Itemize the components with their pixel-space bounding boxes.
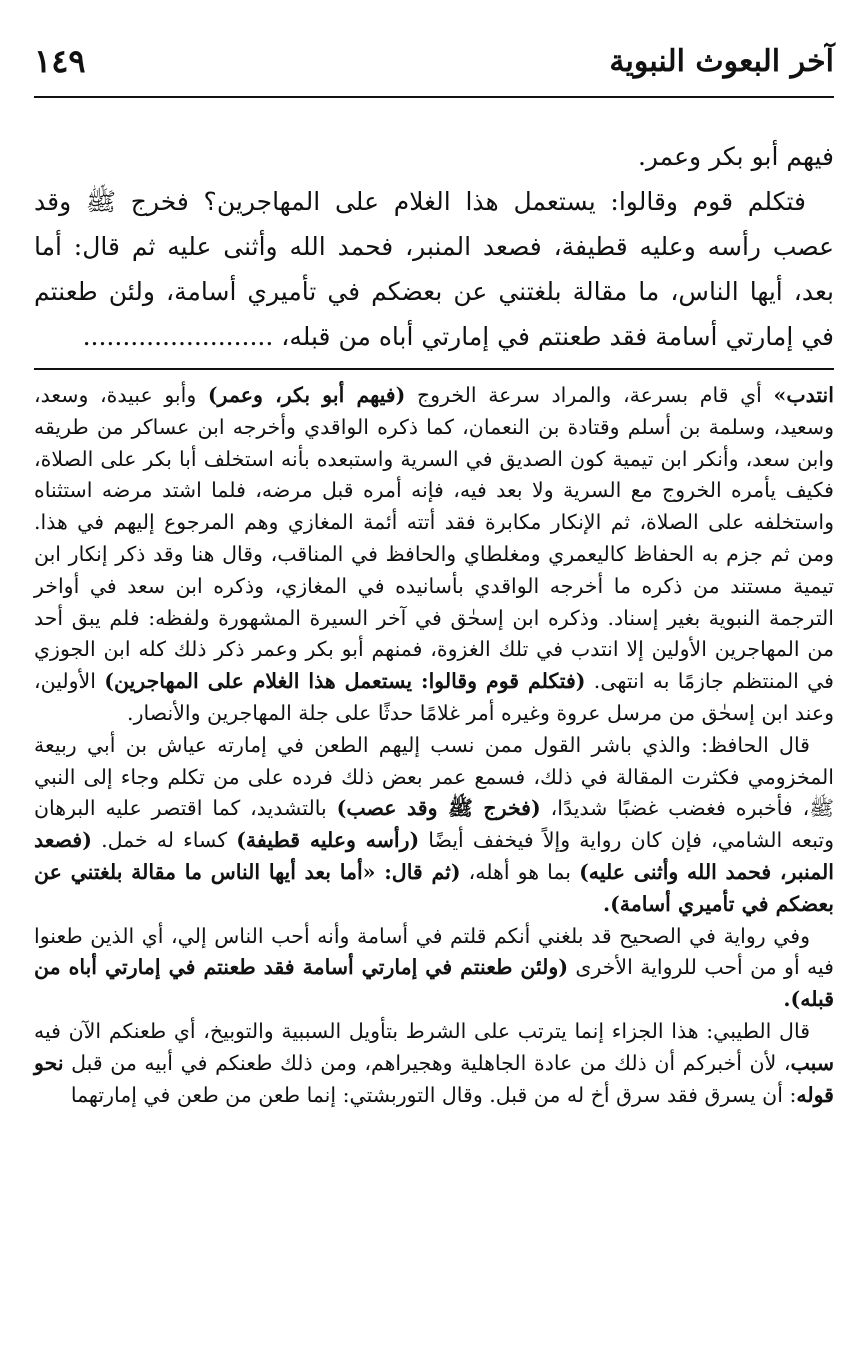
main-paragraph: فتكلم قوم وقالوا: يستعمل هذا الغلام على المهاجرين؟ فخرج ﷺ وقد عصب رأسه وعليه قطيفة، فصعد المنبر، فحمد الله وأثنى عليه ثم قال: أما بعد، أيها الناس، ما مقالة بلغتني عن بعضكم في تأميري أسامة، ولئن طعنتم في إمارتي أسامة فقد طعنتم في إمارتي أباه من قبله، ........................ [34, 187, 834, 351]
emphasized-text: (ثم قال: «أما بعد أيها الناس ما مقالة بلغتني عن بعضكم في تأميري أسامة). [34, 859, 834, 916]
text-run: : أن يسرق فقد سرق أخ له من قبل. وقال التوربشتي: إنما طعن من طعن في إمارتهما [70, 1082, 797, 1107]
emphasized-text: انتدب» [773, 383, 834, 407]
emphasized-text: (رأسه وعليه قطيفة) [236, 828, 420, 853]
main-paragraph: فيهم أبو بكر وعمر. [637, 142, 834, 171]
emphasized-text: (فصعد المنبر، فحمد الله وأثنى عليه) [34, 828, 834, 884]
emphasized-text: (فتكلم قوم وقالوا: يستعمل هذا الغلام على المهاجرين) [104, 669, 586, 694]
text-run: وفي رواية في الصحيح قد بلغني أنكم قلتم في أسامة وأنه أحب الناس إلي، أي الذين طعنوا فيه أو من أحب للرواية الأخرى [34, 923, 834, 980]
commentary-text [34, 380, 834, 1111]
emphasized-text: نحو قوله [34, 1050, 834, 1107]
text-run: الأولين، وعند ابن إسحٰق من مرسل عروة وغيره أمر غلامًا حدثًا على جلة المهاجرين والأنصار. [34, 669, 834, 725]
commentary-paragraph [34, 730, 834, 921]
emphasized-text: (فيهم أبو بكر، وعمر) [207, 383, 406, 407]
emphasized-text: (فخرج ﷺ وقد عصب) [336, 796, 541, 821]
commentary-rule [34, 368, 834, 370]
header-rule [34, 96, 834, 98]
text-run: ، لأن أخبركم أن ذلك من عادة الجاهلية وهجيراهم، ومن ذلك طعنكم في أبيه من قبل [63, 1050, 791, 1075]
running-title: آخر البعوث النبوية [609, 44, 834, 79]
text-run: قال الحافظ: والذي باشر القول ممن نسب إليهم الطعن في إمارته عياش بن أبي ربيعة المخزومي فكثرت المقالة في ذلك، فسمع عمر بعض ذلك فرده على من تكلم وجاء إلى النبي ﷺ، فأخبره فغضب غضبًا شديدًا، [34, 732, 835, 821]
commentary-paragraph [34, 1016, 834, 1111]
page-number: ١٤٩ [34, 42, 86, 80]
text-run: كساء له خمل. [91, 828, 237, 853]
text-run: بالتشديد، كما اقتصر عليه البرهان وتبعه الشامي، فإن كان رواية وإلاً فيخفف أيضًا [34, 796, 834, 853]
commentary-paragraph [34, 921, 834, 1016]
emphasized-text: (ولئن طعنتم في إمارتي أسامة فقد طعنتم في إمارتي أباه من قبله). [34, 955, 834, 1012]
emphasized-text: سبب [790, 1050, 834, 1075]
text-run: أي قام بسرعة، والمراد سرعة الخروج [405, 383, 774, 407]
commentary-paragraph [34, 380, 834, 730]
text-run: وأبو عبيدة، وسعد، وسعيد، وسلمة بن أسلم وقتادة بن النعمان، كما ذكره الواقدي وأخرجه ابن عساكر من طريقه وابن سعد، وأنكر ابن تيمية كون الصديق في السرية واستبعده بأنه استخلف أبا بكر على الصلاة، فكيف يأمره الخروج مع السرية ولا بعد فيه، فإنه أمره قبل مرضه، فلما اشتد مرضه استثناه واستخلفه على الصلاة، ثم الإنكار مكابرة فقد أتته أئمة المغازي وهم المرجوع إليهم في هذا. ومن ثم جزم به الحفاظ كاليعمري ومغلطاي والحافظ في المناقب، وقال هنا وقد ذكر إنكار ابن تيمية مستند من ذكره ما أخرجه الواقدي بأسانيده في المغازي، وذكره ابن سعد في أواخر الترجمة النبوية بغير إسناد. وذكره ابن إسحٰق في آخر السيرة المشهورة ولفظه: فلم يبق أحد من المهاجرين الأولين إلا انتدب في تلك الغزوة، فمنهم أبو بكر وعمر ذكر ذلك كله ابن الجوزي في المنتظم جازمًا به انتهى. [34, 383, 834, 694]
main-text [34, 134, 834, 359]
text-run: بما هو أهله، [460, 859, 580, 884]
text-run: قال الطيبي: هذا الجزاء إنما يترتب على الشرط بتأويل السببية والتوبيخ، أي طعنكم الآن فيه [34, 1018, 810, 1043]
page-header [34, 38, 834, 90]
